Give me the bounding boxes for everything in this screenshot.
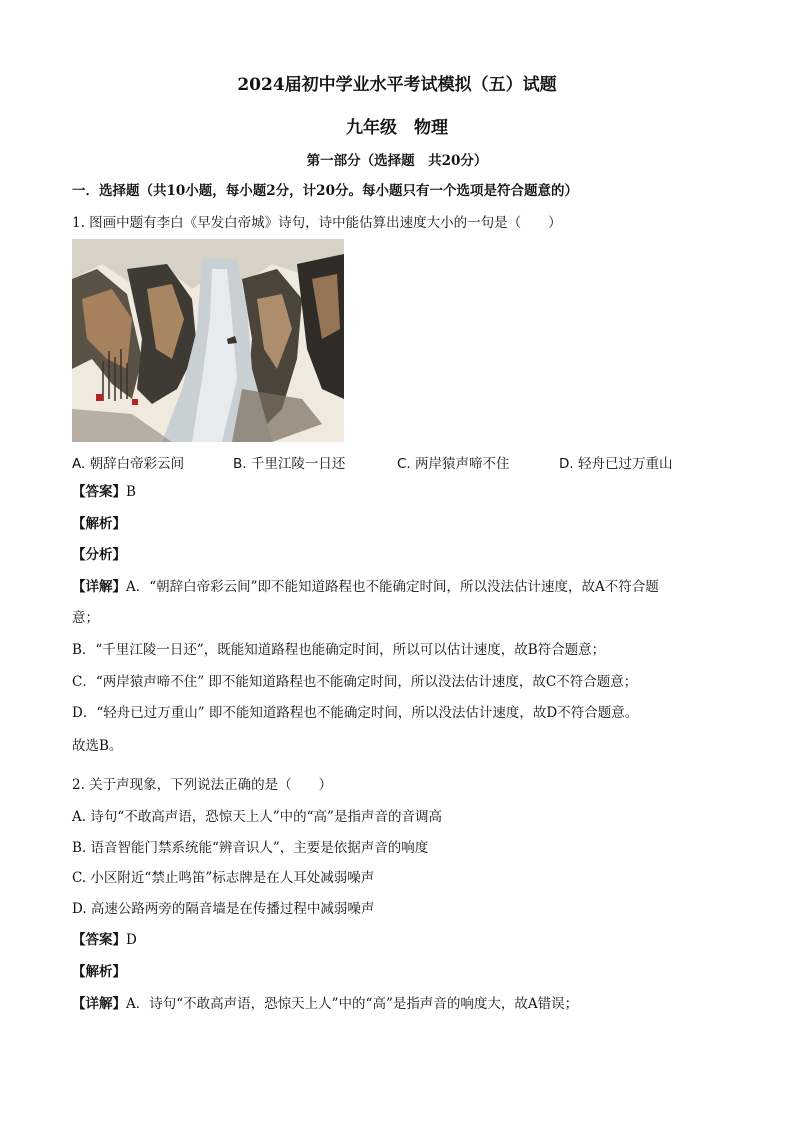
question-1-detail-a — [72, 578, 659, 596]
question-2-option-d: D. 高速公路两旁的隔音墙是在传播过程中减弱噪声 — [72, 901, 375, 917]
landscape-painting-image — [72, 239, 344, 442]
exam-subtitle: 九年级 物理 — [346, 118, 448, 138]
question-2-option-a: A. 诗句“不敢高声语，恐惊天上人”中的“高”是指声音的音调高 — [72, 809, 442, 825]
question-1-analysis-tag: 【解析】 — [72, 516, 126, 532]
question-1-detail-d: D．“轻舟已过万重山” 即不能知道路程也不能确定时间，所以没法估计速度，故D不符合题意。 — [72, 705, 639, 721]
question-1-answer — [72, 483, 136, 501]
detail-text: A．“朝辞白帝彩云间”即不能知道路程也不能确定时间，所以没法估计速度，故A不符合题 — [126, 579, 659, 595]
question-2-analysis-tag: 【解析】 — [72, 964, 126, 980]
question-1-detail-a-cont: 意； — [72, 610, 99, 626]
answer-tag: 【答案】 — [72, 932, 126, 948]
question-1-option-b: B. 千里江陵一日还 — [233, 456, 346, 472]
question-1-detail-b: B．“千里江陵一日还”，既能知道路程也能确定时间，所以可以估计速度，故B符合题意； — [72, 642, 606, 658]
question-2-detail-a — [72, 995, 578, 1013]
question-1-conclusion: 故选B。 — [72, 738, 123, 754]
question-1-option-c: C. 两岸猿声啼不住 — [397, 456, 510, 472]
section-heading: 一．选择题（共10小题，每小题2分，计20分。每小题只有一个选项是符合题意的） — [72, 183, 578, 199]
exam-title: 2024届初中学业水平考试模拟（五）试题 — [237, 75, 557, 95]
question-2-answer — [72, 931, 137, 949]
question-2-stem: 2. 关于声现象，下列说法正确的是（ ） — [72, 777, 333, 793]
answer-value: D — [126, 932, 137, 948]
answer-value: B — [126, 484, 136, 500]
detail-tag: 【详解】 — [72, 579, 126, 595]
landscape-painting-illustration — [72, 239, 344, 442]
part-heading: 第一部分（选择题 共20分） — [306, 153, 488, 169]
question-2-option-c: C. 小区附近“禁止鸣笛”标志牌是在人耳处减弱噪声 — [72, 870, 375, 886]
question-1-detail-c: C．“两岸猿声啼不住” 即不能知道路程也不能确定时间，所以没法估计速度，故C不符合题意； — [72, 674, 638, 690]
answer-tag: 【答案】 — [72, 484, 126, 500]
question-1-fenxi-tag: 【分析】 — [72, 547, 126, 563]
detail-tag: 【详解】 — [72, 996, 126, 1012]
question-2-option-b: B. 语音智能门禁系统能“辨音识人”，主要是依据声音的响度 — [72, 840, 429, 856]
detail-text: A．诗句“不敢高声语，恐惊天上人”中的“高”是指声音的响度大，故A错误； — [126, 996, 579, 1012]
question-1-option-a: A. 朝辞白帝彩云间 — [72, 456, 185, 472]
question-1-option-d: D. 轻舟已过万重山 — [559, 456, 673, 472]
question-1-stem: 1. 图画中题有李白《早发白帝城》诗句，诗中能估算出速度大小的一句是（ ） — [72, 215, 562, 231]
